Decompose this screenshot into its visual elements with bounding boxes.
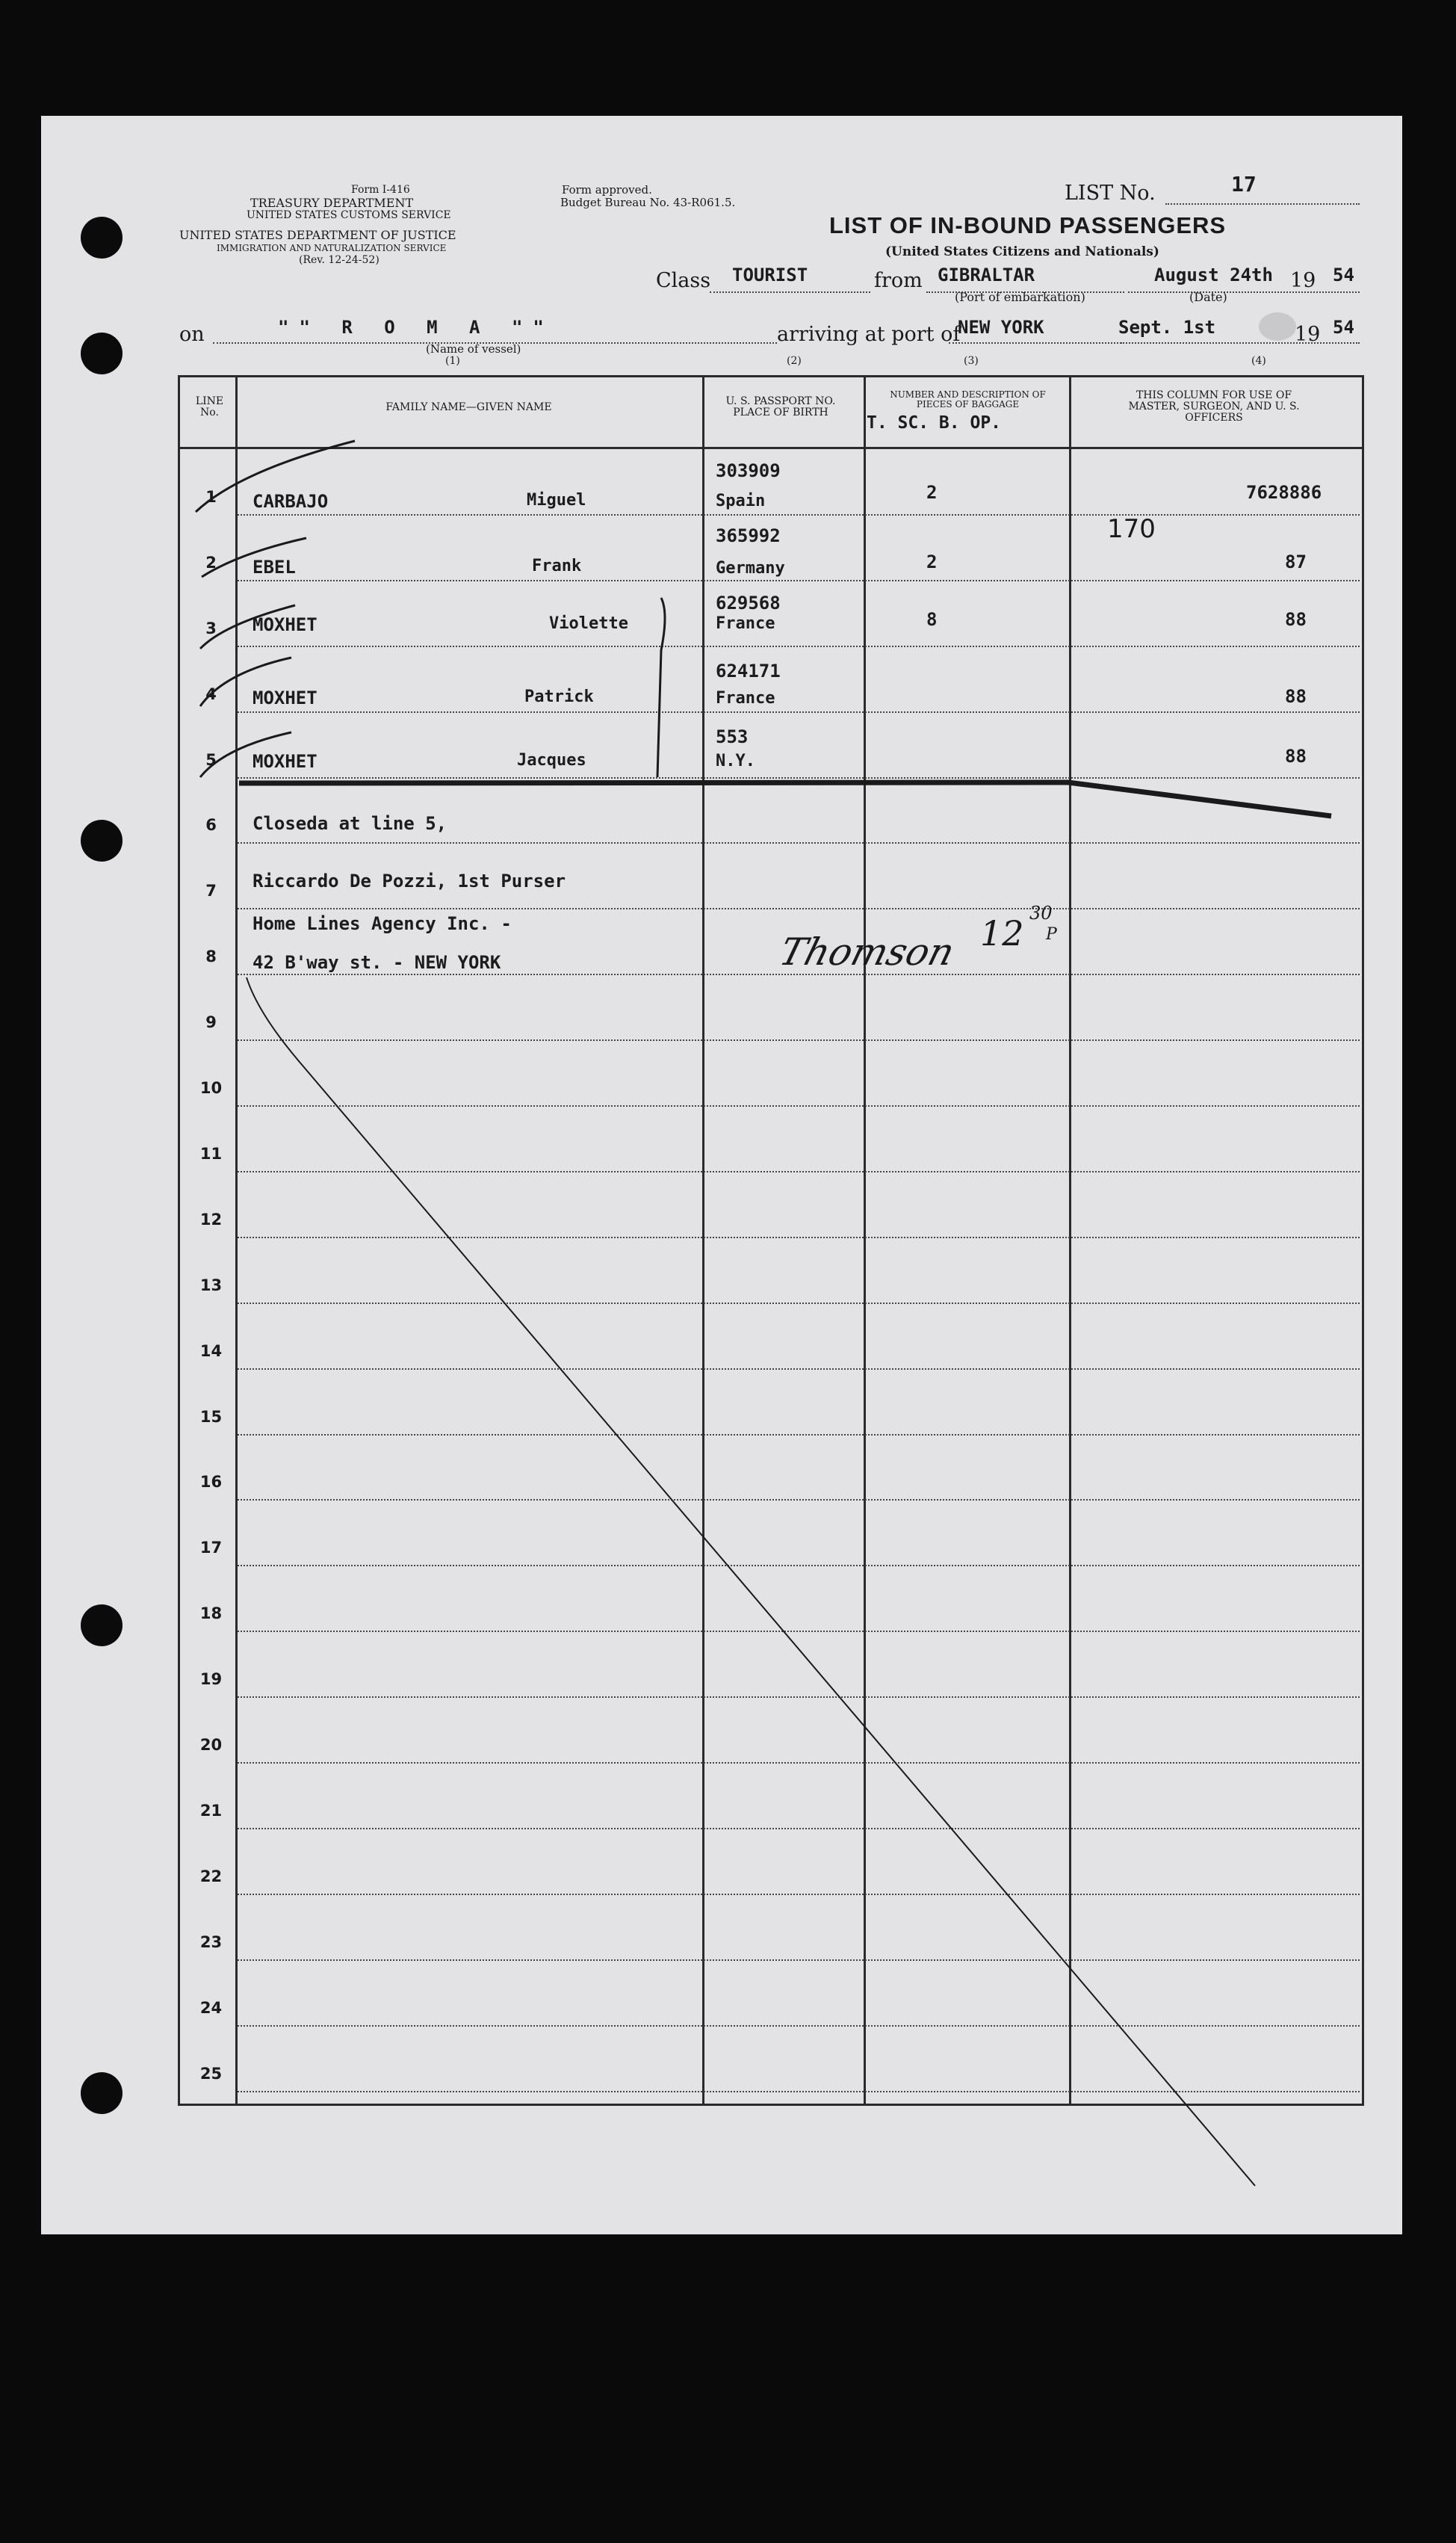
budget-bureau: Budget Bureau No. 43-R061.5. bbox=[560, 196, 736, 209]
list-no-value: 17 bbox=[1231, 172, 1257, 197]
time-hour: 12 bbox=[980, 913, 1024, 954]
line-number: 25 bbox=[199, 2064, 223, 2083]
officer-note: 170 bbox=[1107, 514, 1156, 544]
baggage-count: 8 bbox=[926, 609, 938, 630]
line-number: 18 bbox=[199, 1604, 223, 1623]
customs-service: UNITED STATES CUSTOMS SERVICE bbox=[247, 209, 451, 221]
family-name: MOXHET bbox=[253, 614, 317, 635]
date-year: 54 bbox=[1333, 265, 1354, 285]
form-revision: (Rev. 12-24-52) bbox=[299, 254, 380, 266]
col-header-pieces: NUMBER AND DESCRIPTION OF PIECES OF BAGGAGE bbox=[890, 389, 1046, 410]
check-mark bbox=[200, 732, 291, 777]
line-number: 9 bbox=[205, 1013, 217, 1032]
family-name: CARBAJO bbox=[253, 491, 329, 512]
form-title: LIST OF IN-BOUND PASSENGERS bbox=[829, 212, 1227, 238]
birthplace: Spain bbox=[716, 492, 766, 510]
check-mark bbox=[202, 538, 306, 577]
form-id: Form I-416 bbox=[351, 184, 410, 196]
check-mark bbox=[200, 605, 295, 649]
line-number: 23 bbox=[199, 1932, 223, 1951]
line-number: 21 bbox=[199, 1801, 223, 1820]
class-value: TOURIST bbox=[732, 265, 808, 285]
officer-entry: 88 bbox=[1285, 609, 1307, 630]
line-number: 24 bbox=[199, 1998, 223, 2017]
line-number: 15 bbox=[199, 1407, 223, 1426]
col-ref-1: (1) bbox=[445, 355, 460, 367]
justice-department: UNITED STATES DEPARTMENT OF JUSTICE bbox=[179, 228, 456, 242]
immigration-service: IMMIGRATION AND NATURALIZATION SERVICE bbox=[217, 243, 447, 253]
passport-no: 553 bbox=[716, 726, 749, 747]
col-header-pieces-codes: T. SC. B. OP. bbox=[867, 413, 1002, 433]
form-subtitle: (United States Citizens and Nationals) bbox=[885, 244, 1159, 259]
time-period: P bbox=[1046, 925, 1057, 944]
from-value: GIBRALTAR bbox=[938, 265, 1035, 285]
arrival-year: 54 bbox=[1333, 317, 1354, 338]
closing-rule bbox=[239, 782, 1331, 816]
line-number: 3 bbox=[205, 619, 217, 637]
line-number: 11 bbox=[199, 1144, 223, 1163]
baggage-count: 2 bbox=[926, 482, 938, 503]
closed-note: Closeda at line 5, bbox=[253, 813, 447, 834]
col-ref-4: (4) bbox=[1251, 355, 1266, 367]
date-value: August 24th bbox=[1154, 265, 1273, 285]
passport-no: 303909 bbox=[716, 460, 781, 481]
vessel-caption: (Name of vessel) bbox=[426, 342, 521, 356]
col-ref-3: (3) bbox=[964, 355, 979, 367]
line-number: 1 bbox=[205, 487, 217, 506]
family-name: EBEL bbox=[253, 557, 296, 578]
given-name: Violette bbox=[549, 614, 628, 633]
port-caption: (Port of embarkation) bbox=[955, 290, 1085, 304]
address-note: 42 B'way st. - NEW YORK bbox=[253, 952, 501, 973]
col-header-name: FAMILY NAME—GIVEN NAME bbox=[385, 401, 552, 413]
given-name: Jacques bbox=[517, 751, 586, 770]
officer-entry: 88 bbox=[1285, 686, 1307, 707]
col-header-officers: THIS COLUMN FOR USE OF MASTER, SURGEON, AND U. S. OFFICERS bbox=[1128, 389, 1300, 424]
line-number: 6 bbox=[205, 816, 217, 835]
treasury-department: TREASURY DEPARTMENT bbox=[250, 196, 414, 210]
arriving-label: arriving at port of bbox=[777, 323, 961, 346]
birthplace: France bbox=[716, 689, 775, 708]
form-approved: Form approved. bbox=[562, 183, 652, 197]
family-name: MOXHET bbox=[253, 687, 317, 708]
col-ref-2: (2) bbox=[787, 355, 802, 367]
line-number: 12 bbox=[199, 1210, 223, 1229]
line-number: 19 bbox=[199, 1670, 223, 1689]
line-number: 5 bbox=[205, 750, 217, 769]
birthplace: N.Y. bbox=[716, 752, 755, 770]
from-label: from bbox=[874, 269, 923, 292]
line-number: 16 bbox=[199, 1473, 223, 1492]
cancel-line bbox=[247, 977, 1255, 2186]
col-header-passport: U. S. PASSPORT NO. PLACE OF BIRTH bbox=[725, 395, 836, 418]
class-label: Class bbox=[656, 269, 711, 292]
time-minutes: 30 bbox=[1029, 903, 1053, 924]
officer-entry: 88 bbox=[1285, 746, 1307, 767]
passport-no: 365992 bbox=[716, 525, 781, 546]
line-number: 2 bbox=[205, 553, 217, 572]
given-name: Patrick bbox=[524, 687, 594, 706]
date-caption: (Date) bbox=[1189, 290, 1227, 304]
passport-no: 629568 bbox=[716, 593, 781, 614]
passport-no: 624171 bbox=[716, 661, 781, 682]
baggage-count: 2 bbox=[926, 551, 938, 572]
given-name: Miguel bbox=[527, 491, 586, 510]
check-mark bbox=[200, 658, 291, 706]
officer-entry: 87 bbox=[1285, 551, 1307, 572]
line-number: 22 bbox=[199, 1867, 223, 1885]
line-number: 14 bbox=[199, 1341, 223, 1360]
birthplace: France bbox=[716, 614, 775, 633]
line-number: 4 bbox=[205, 685, 217, 703]
col-header-line-no: LINE No. bbox=[195, 395, 224, 418]
list-no-label: LIST No. bbox=[1065, 182, 1156, 205]
family-name: MOXHET bbox=[253, 751, 317, 772]
officer-entry: 7628886 bbox=[1246, 482, 1322, 503]
line-number: 13 bbox=[199, 1276, 223, 1294]
line-number: 8 bbox=[205, 948, 217, 966]
agency-note: Home Lines Agency Inc. - bbox=[253, 913, 512, 934]
bracket-mark bbox=[657, 598, 665, 777]
arrival-date: Sept. 1st bbox=[1118, 317, 1216, 338]
line-number: 10 bbox=[199, 1079, 223, 1097]
line-number: 17 bbox=[199, 1539, 223, 1557]
line-number: 7 bbox=[205, 882, 217, 900]
purser-note: Riccardo De Pozzi, 1st Purser bbox=[253, 871, 566, 892]
inspector-signature: Thomson bbox=[775, 930, 959, 974]
given-name: Frank bbox=[532, 557, 582, 575]
line-number: 20 bbox=[199, 1736, 223, 1754]
arrival-century: 19 bbox=[1295, 323, 1321, 346]
arrival-port: NEW YORK bbox=[958, 317, 1044, 338]
birthplace: Germany bbox=[716, 559, 785, 578]
date-century: 19 bbox=[1290, 269, 1316, 292]
on-label: on bbox=[179, 323, 205, 346]
vessel-name: "" R O M A "" bbox=[278, 317, 554, 338]
check-mark bbox=[196, 441, 355, 512]
